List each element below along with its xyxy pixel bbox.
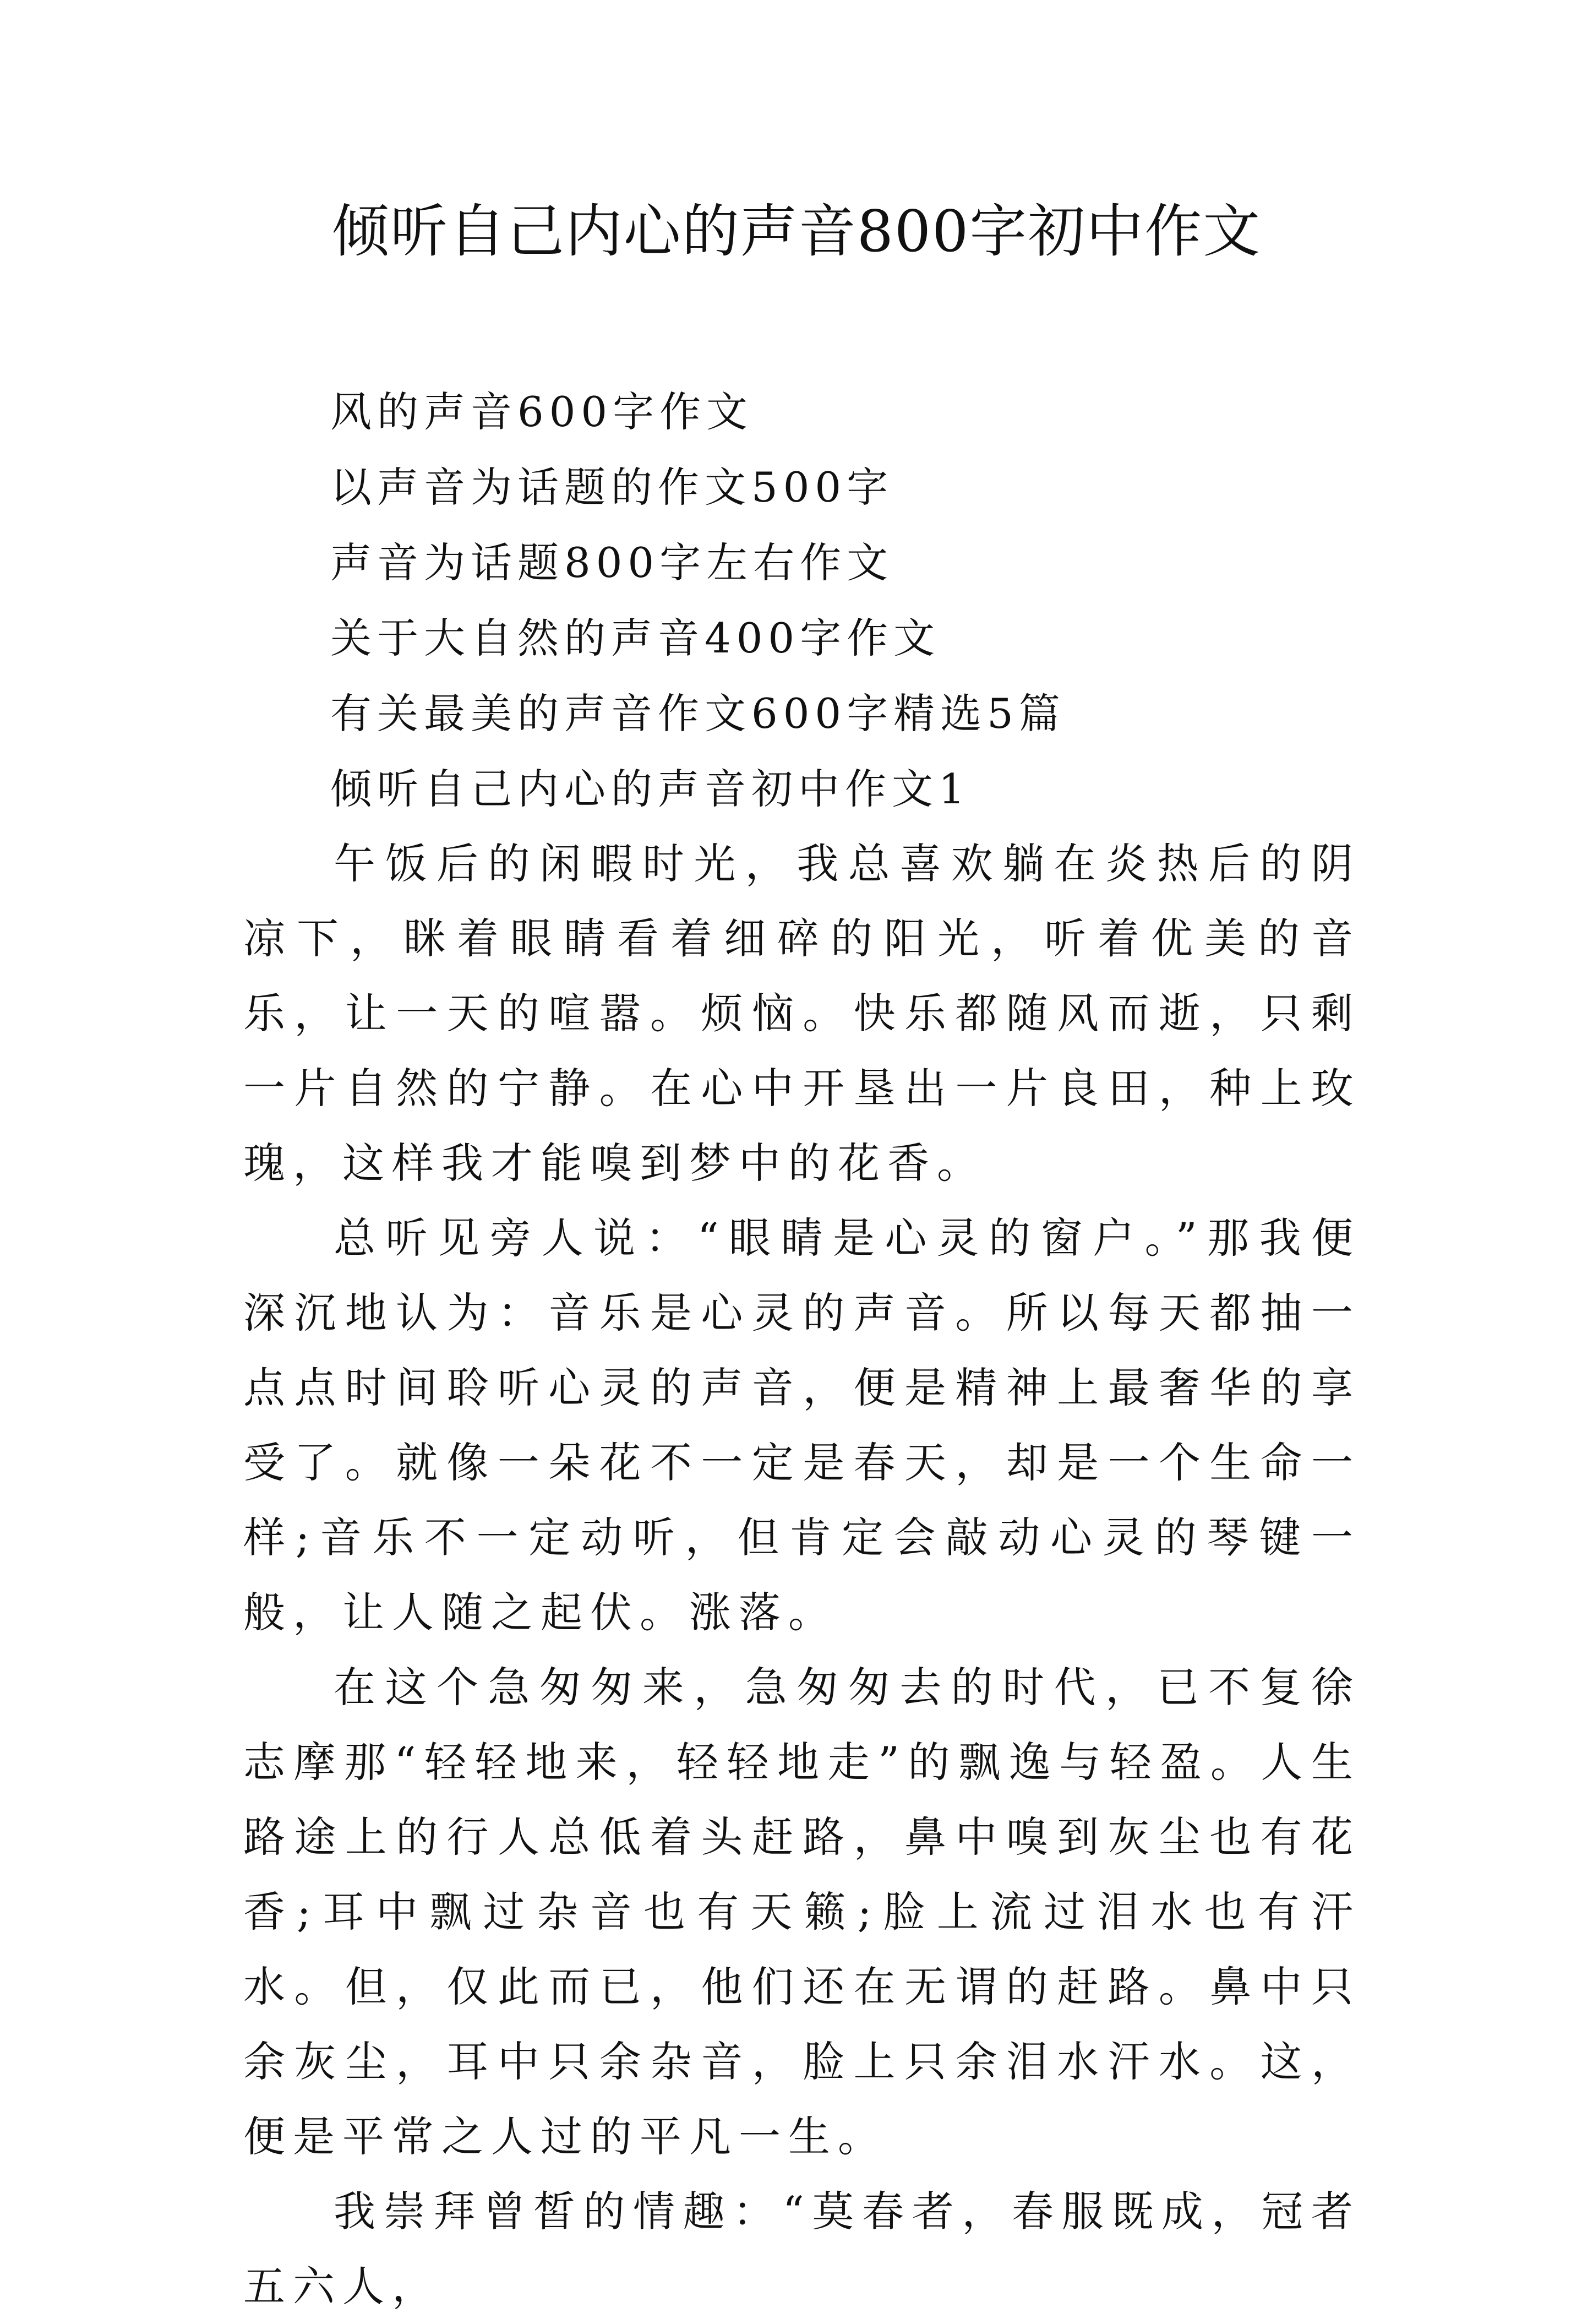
document-title: 倾听自己内心的声音800字初中作文 — [331, 198, 1262, 265]
list-item: 风的声音600字作文 — [330, 388, 754, 436]
related-articles-list — [330, 374, 1431, 827]
paragraph: 我崇拜曾皙的情趣：“莫春者，春服既成，冠者五六人， — [243, 2187, 1361, 2311]
essay-body — [243, 826, 1361, 2324]
list-item: 倾听自己内心的声音初中作文1 — [330, 765, 970, 813]
list-item: 关于大自然的声音400字作文 — [330, 614, 941, 662]
list-item: 有关最美的声音作文600字精选5篇 — [330, 689, 1066, 738]
list-item: 以声音为话题的作文500字 — [330, 463, 894, 511]
paragraph: 总听见旁人说：“眼睛是心灵的窗户。”那我便深沉地认为：音乐是心灵的声音。所以每天都抽一点点时间聆听心灵的声音，便是精神上最奢华的享受了。就像一朵花不一定是春天，却是一个生命一样;音乐不一定动听，但肯定会敲动心灵的琴键一般，让人随之起伏。涨落。 — [243, 1213, 1361, 1637]
list-item: 声音为话题800字左右作文 — [330, 538, 894, 587]
paragraph: 在这个急匆匆来，急匆匆去的时代，已不复徐志摩那“轻轻地来，轻轻地走”的飘逸与轻盈。人生路途上的行人总低着头赶路，鼻中嗅到灰尘也有花香;耳中飘过杂音也有天籁;脸上流过泪水也有汗水。但，仅此而已，他们还在无谓的赶路。鼻中只余灰尘，耳中只余杂音，脸上只余泪水汗水。这，便是平常之人过的平凡一生。 — [243, 1663, 1361, 2161]
paragraph: 午饭后的闲暇时光，我总喜欢躺在炎热后的阴凉下，眯着眼睛看着细碎的阳光，听着优美的音乐，让一天的喧嚣。烦恼。快乐都随风而逝，只剩一片自然的宁静。在心中开垦出一片良田，种上玫瑰，这样我才能嗅到梦中的花香。 — [243, 839, 1361, 1188]
